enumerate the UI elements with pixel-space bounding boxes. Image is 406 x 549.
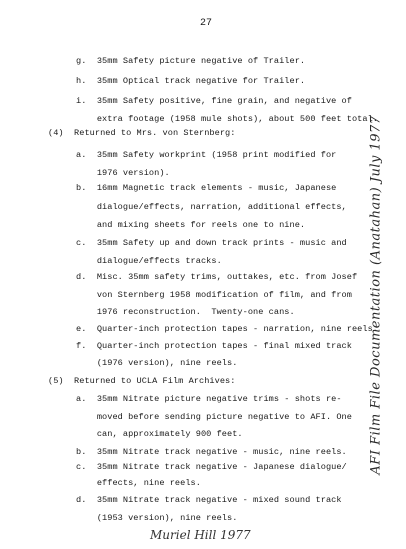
item-5c-line-1: c. 35mm Nitrate track negative - Japanese dialogue/ [76, 462, 347, 472]
item-4c-line-1: c. 35mm Safety up and down track prints - music and [76, 238, 347, 248]
item-5d-line-1: d. 35mm Nitrate track negative - mixed sound track [76, 495, 342, 505]
item-5a-line-2: moved before sending picture negative to AFI. One [76, 412, 352, 422]
item-h-line: h. 35mm Optical track negative for Trailer. [76, 76, 306, 86]
item-5b-line: b. 35mm Nitrate track negative - music, nine reels. [76, 447, 347, 457]
section-4-heading: (4) Returned to Mrs. von Sternberg: [48, 128, 236, 138]
item-4f-line-1: f. Quarter-inch protection tapes - final mixed track [76, 341, 352, 351]
item-i-line-2: extra footage (1958 mule shots), about 500 feet total. [76, 114, 379, 124]
margin-note-text: AFI Film File Documentation (Anatahan) July 1977 [368, 115, 384, 475]
item-4a-line-2: 1976 version). [76, 168, 170, 178]
page-number: 27 [200, 18, 213, 29]
item-4d-line-3: 1976 reconstruction. Twenty-one cans. [76, 307, 295, 317]
item-4e-line: e. Quarter-inch protection tapes - narration, nine reels. [76, 324, 379, 334]
item-4f-line-2: (1976 version), nine reels. [76, 358, 238, 368]
item-4b-line-3: and mixing sheets for reels one to nine. [76, 220, 306, 230]
item-4c-line-2: dialogue/effects tracks. [76, 256, 222, 266]
item-4b-line-1: b. 16mm Magnetic track elements - music, Japanese [76, 183, 337, 193]
item-5a-line-3: can, approximately 900 feet. [76, 429, 243, 439]
section-5-heading: (5) Returned to UCLA Film Archives: [48, 376, 236, 386]
item-i-line-1: i. 35mm Safety positive, fine grain, and negative of [76, 96, 352, 106]
item-4d-line-2: von Sternberg 1958 modification of film, and from [76, 290, 352, 300]
item-5a-line-1: a. 35mm Nitrate picture negative trims - shots re- [76, 394, 342, 404]
item-4b-line-2: dialogue/effects, narration, additional effects, [76, 202, 347, 212]
item-4d-line-1: d. Misc. 35mm safety trims, outtakes, etc. from Josef [76, 272, 358, 282]
handwritten-signature: Muriel Hill 1977 [150, 528, 251, 542]
handwritten-margin-note [356, 60, 396, 530]
item-5d-line-2: (1953 version), nine reels. [76, 513, 238, 523]
item-5c-line-2: effects, nine reels. [76, 478, 201, 488]
item-4a-line-1: a. 35mm Safety workprint (1958 print modified for [76, 150, 337, 160]
item-g-line: g. 35mm Safety picture negative of Trailer. [76, 56, 306, 66]
